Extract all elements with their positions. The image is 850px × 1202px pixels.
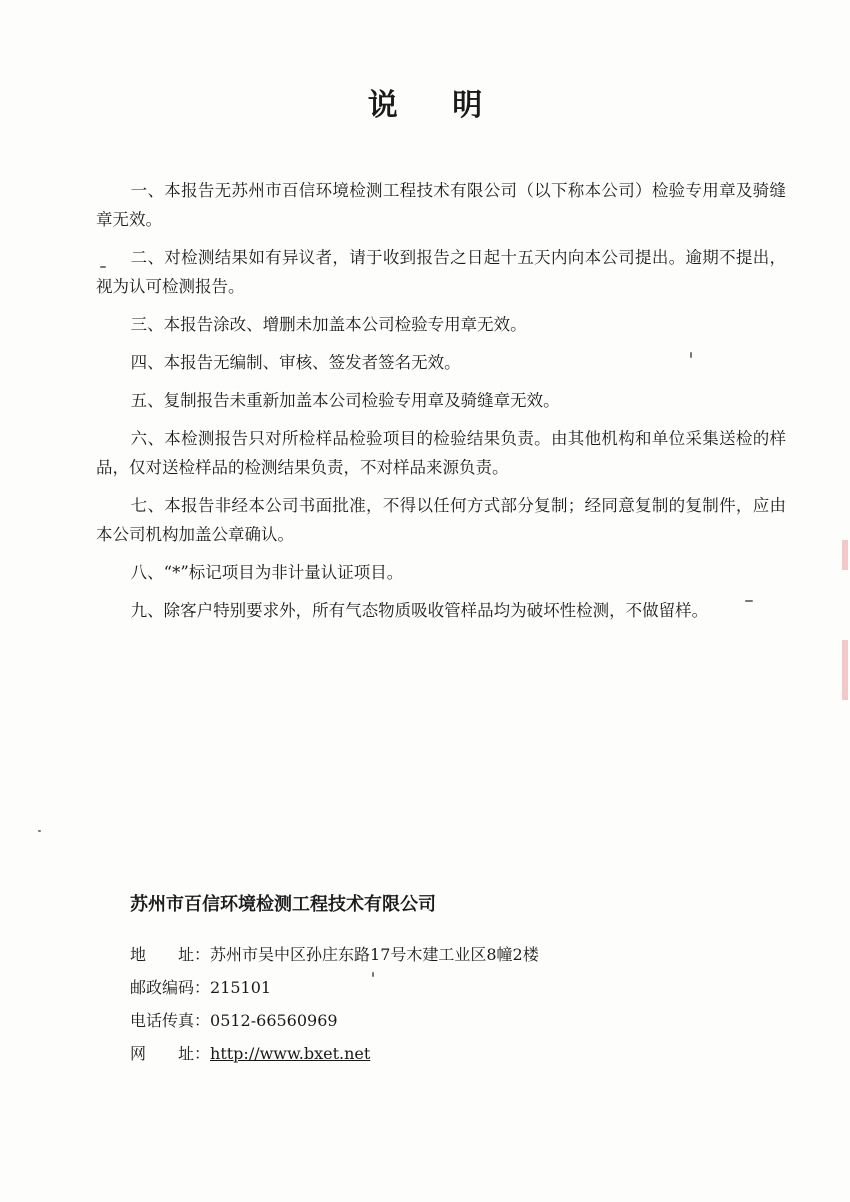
address-value: 苏州市吴中区孙庄东路17号木建工业区8幢2楼 (210, 945, 539, 964)
postcode-value: 215101 (210, 978, 272, 997)
scan-speck (372, 972, 374, 977)
scan-speck (100, 266, 106, 268)
clause-7: 七、本报告非经本公司书面批准，不得以任何方式部分复制；经同意复制的复制件，应由本公司机构加盖公章确认。 (96, 496, 786, 544)
scan-speck (745, 600, 753, 602)
address-row (130, 938, 730, 971)
company-name: 苏州市百信环境检测工程技术有限公司 (130, 894, 436, 915)
clause-6: 六、本检测报告只对所检样品检验项目的检验结果负责。由其他机构和单位采集送检的样品，仅对送检样品的检测结果负责，不对样品来源负责。 (96, 429, 786, 477)
clause-3: 三、本报告涂改、增删未加盖本公司检验专用章无效。 (130, 315, 527, 334)
clause-5: 五、复制报告未重新加盖本公司检验专用章及骑缝章无效。 (130, 391, 560, 410)
website-row (130, 1037, 730, 1070)
clause-1: 一、本报告无苏州市百信环境检测工程技术有限公司（以下称本公司）检验专用章及骑缝章无效。 (96, 181, 786, 229)
seal-edge (842, 640, 848, 700)
clause-list (96, 176, 786, 634)
company-contact-block (130, 890, 730, 1070)
clause-9: 九、除客户特别要求外，所有气态物质吸收管样品均为破坏性检测，不做留样。 (130, 601, 709, 620)
website-label: 网 址： (130, 1044, 211, 1063)
scan-speck (690, 352, 692, 358)
website-link[interactable]: http://www.bxet.net (210, 1044, 371, 1063)
phone-label: 电话传真： (130, 1011, 211, 1030)
page-title: 说 明 (367, 88, 505, 123)
postcode-row (130, 971, 730, 1004)
address-label: 地 址： (130, 945, 211, 964)
clause-4: 四、本报告无编制、审核、签发者签名无效。 (130, 353, 461, 372)
seal-edge (842, 540, 848, 570)
clause-2: 二、对检测结果如有异议者，请于收到报告之日起十五天内向本公司提出。逾期不提出，视为认可检测报告。 (96, 248, 786, 296)
clause-8: 八、“*”标记项目为非计量认证项目。 (130, 563, 404, 582)
postcode-label: 邮政编码： (130, 978, 211, 997)
phone-value: 0512-66560969 (210, 1011, 338, 1030)
scan-speck (38, 830, 41, 832)
phone-row (130, 1004, 730, 1037)
